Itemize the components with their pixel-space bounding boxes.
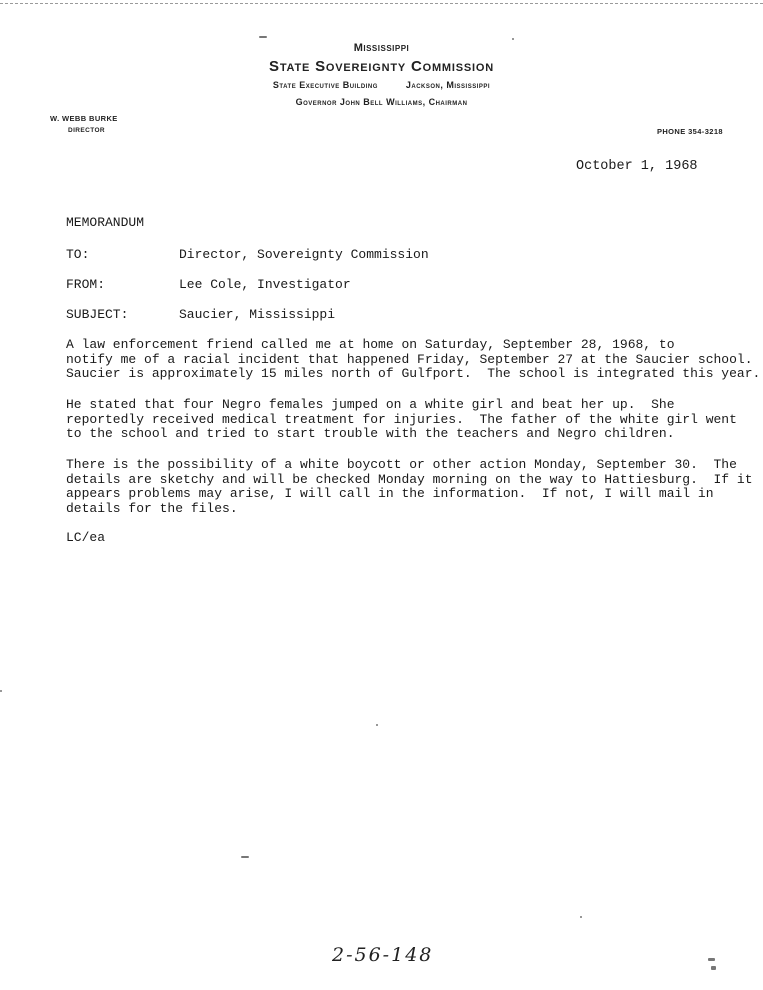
letterhead-state: Mississippi <box>353 42 410 54</box>
page-top-edge <box>0 3 763 4</box>
to-value: Director, Sovereignty Commission <box>179 247 429 262</box>
body-paragraph-2: He stated that four Negro females jumped on a white girl and beat her up. She reportedly received medical treatment for injuries. The father of the white girl went to the school and tried to start trouble with the teachers and Negro children. <box>66 397 737 441</box>
scan-speck <box>241 856 249 858</box>
subject-value: Saucier, Mississippi <box>179 307 336 322</box>
letterhead-governor: Governor John Bell Williams, Chairman <box>295 97 468 107</box>
director-title: DIRECTOR <box>68 127 106 134</box>
letterhead-building: State Executive Building <box>272 80 378 90</box>
typist-initials: LC/ea <box>66 530 106 545</box>
phone-number: PHONE 354-3218 <box>656 127 723 136</box>
scan-speck <box>259 36 267 38</box>
scan-speck <box>708 958 715 961</box>
letterhead-address <box>0 80 763 90</box>
scan-speck <box>0 690 2 692</box>
from-label: FROM: <box>66 277 106 292</box>
memo-title: MEMORANDUM <box>66 215 145 230</box>
letterhead-city: Jackson, Mississippi <box>405 80 491 90</box>
handwritten-document-number: 2-56-148 <box>332 944 434 966</box>
from-value: Lee Cole, Investigator <box>179 277 351 292</box>
body-paragraph-1: A law enforcement friend called me at home on Saturday, September 28, 1968, to notify me of a racial incident that happened Friday, September 27 at the Saucier school. Saucier is approximately 15 miles north of Gulfport. The school is integrated this year. <box>66 337 761 381</box>
memo-date: October 1, 1968 <box>576 159 698 174</box>
scan-speck <box>512 38 514 40</box>
scan-speck <box>376 724 378 726</box>
scan-speck <box>580 916 582 918</box>
to-label: TO: <box>66 247 90 262</box>
subject-label: SUBJECT: <box>66 307 129 322</box>
letterhead-commission: State Sovereignty Commission <box>269 58 494 75</box>
body-paragraph-3: There is the possibility of a white boycott or other action Monday, September 30. The details are sketchy and will be checked Monday morning on the way to Hattiesburg. If it appears problems may arise, I will call in the information. If not, I will mail in details for the files. <box>66 457 753 516</box>
director-name: W. WEBB BURKE <box>50 114 118 123</box>
scan-speck <box>711 966 716 970</box>
